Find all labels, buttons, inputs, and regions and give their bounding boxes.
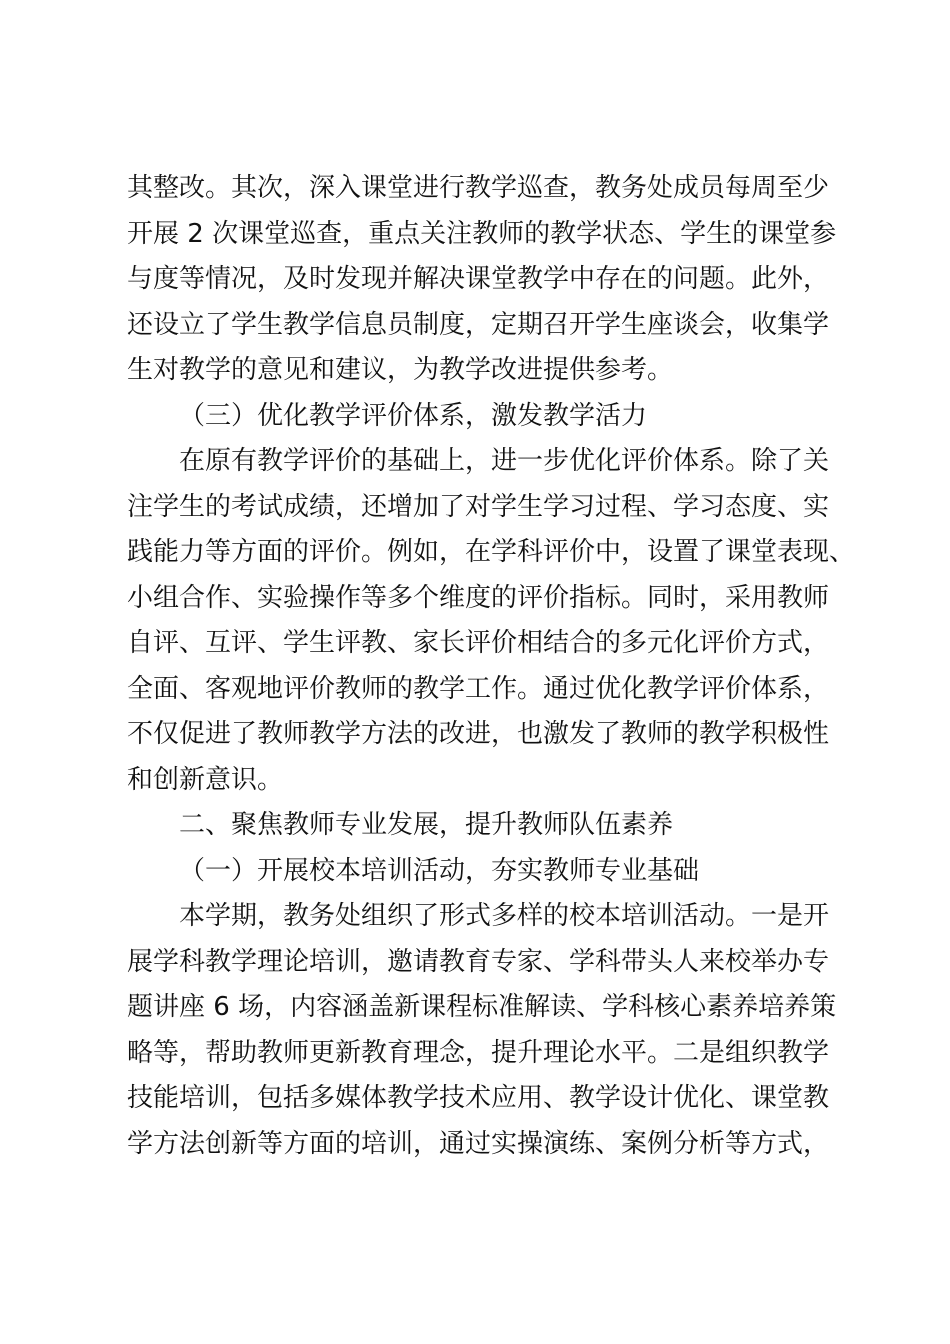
text-line: 还设立了学生教学信息员制度，定期召开学生座谈会，收集学: [127, 309, 830, 340]
subheading-one: [127, 849, 833, 895]
text-line: 注学生的考试成绩，还增加了对学生学习过程、学习态度、实: [127, 491, 830, 522]
section-two-heading: [127, 803, 833, 849]
text-line: 其整改。其次，深入课堂进行教学巡查，教务处成员每周至少: [127, 173, 830, 203]
text-line: 自评、互评、学生评教、家长评价相结合的多元化评价方式，: [127, 628, 830, 658]
subheading-text: （一）开展校本培训活动，夯实教师专业基础: [179, 855, 700, 886]
text-line: 与度等情况，及时发现并解决课堂教学中存在的问题。此外，: [127, 264, 830, 294]
text-line: 生对教学的意见和建议，为教学改进提供参考。: [127, 355, 674, 385]
paragraph-evaluation: [127, 439, 856, 803]
text-line: 学方法创新等方面的培训，通过实操演练、案例分析等方式，: [127, 1128, 830, 1159]
text-line: 展学科教学理论培训，邀请教育专家、学科带头人来校举办专: [127, 946, 830, 977]
text-line: 全面、客观地评价教师的教学工作。通过优化教学评价体系，: [127, 673, 830, 704]
text-line: 践能力等方面的评价。例如，在学科评价中，设置了课堂表现、: [127, 537, 856, 567]
text-line: 本学期，教务处组织了形式多样的校本培训活动。一是开: [179, 901, 830, 931]
paragraph-continued: [127, 166, 837, 394]
text-line: 和创新意识。: [127, 764, 284, 795]
text-line: 题讲座 6 场，内容涵盖新课程标准解读、学科核心素养培养策: [127, 992, 837, 1022]
subheading-text: （三）优化教学评价体系，激发教学活力: [179, 400, 648, 431]
text-line: 略等，帮助教师更新教育理念，提升理论水平。二是组织教学: [127, 1037, 830, 1068]
document-body: [127, 166, 856, 1167]
text-line: 开展 2 次课堂巡查，重点关注教师的教学状态、学生的课堂参: [127, 218, 837, 249]
text-line: 在原有教学评价的基础上，进一步优化评价体系。除了关: [179, 446, 830, 476]
text-line: 小组合作、实验操作等多个维度的评价指标。同时，采用教师: [127, 582, 830, 613]
text-line: 技能培训，包括多媒体教学技术应用、教学设计优化、课堂教: [127, 1083, 830, 1113]
paragraph-training: [127, 894, 837, 1167]
subheading-three: [127, 394, 833, 440]
text-line: 不仅促进了教师教学方法的改进，也激发了教师的教学积极性: [127, 719, 830, 749]
section-heading-text: 二、聚焦教师专业发展，提升教师队伍素养: [179, 810, 674, 840]
